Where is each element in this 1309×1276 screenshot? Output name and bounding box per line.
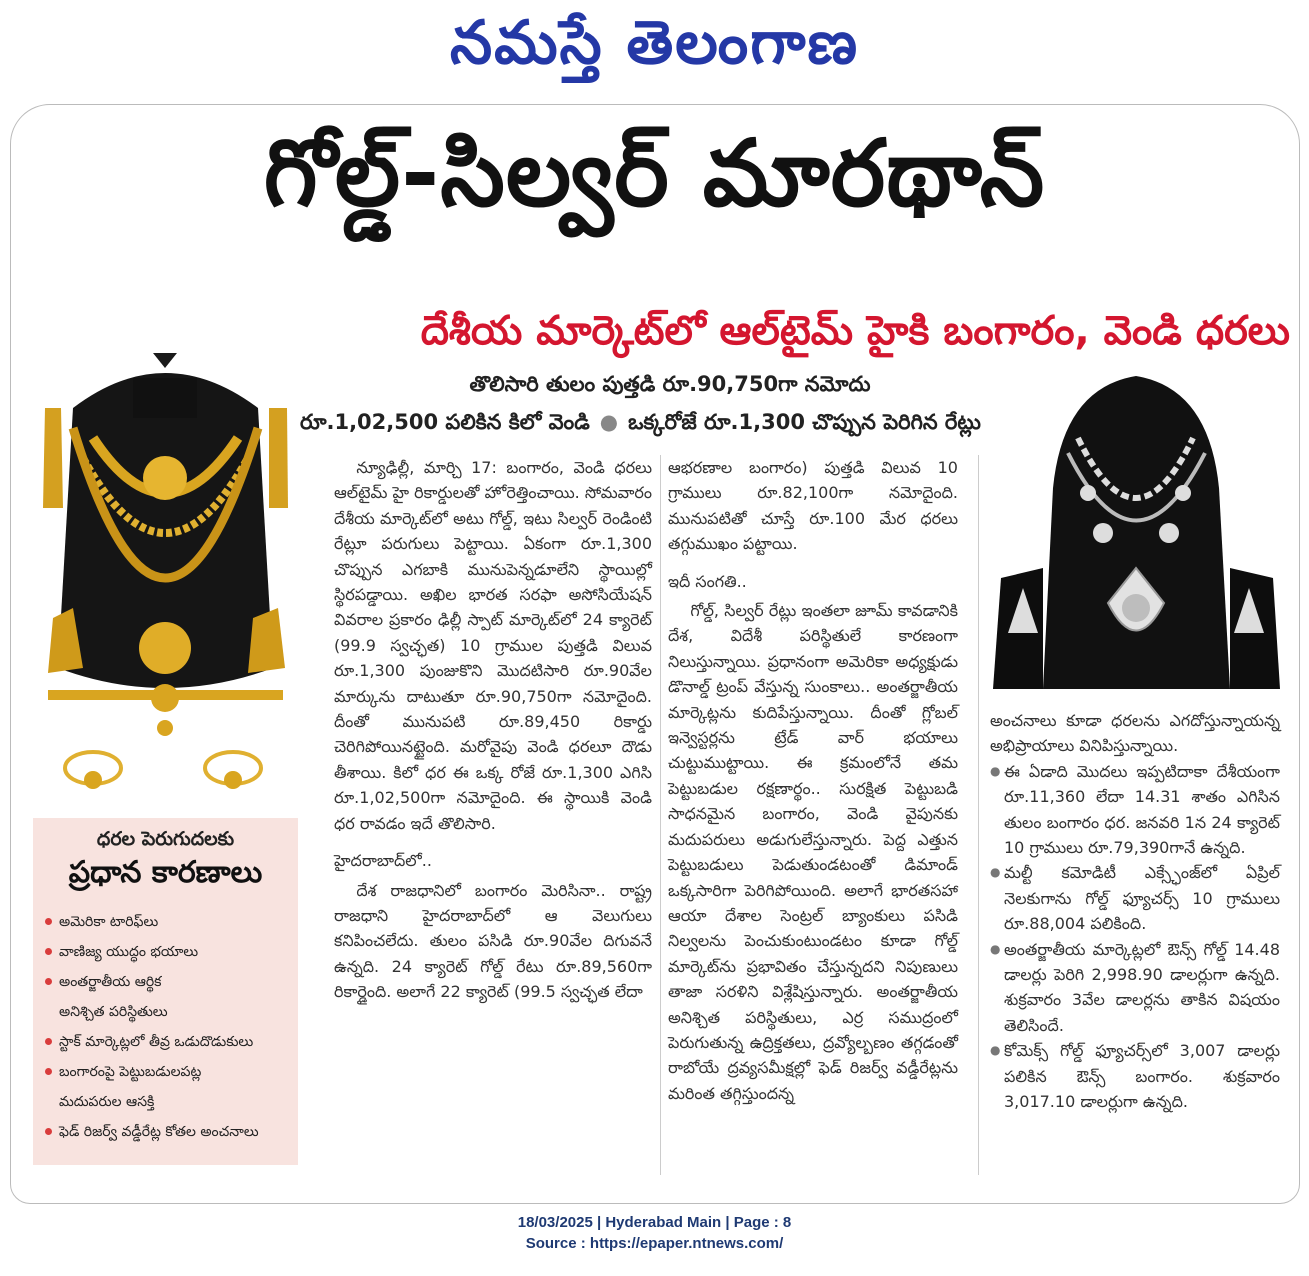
reasons-heading-large: ప్రధాన కారణాలు: [68, 855, 263, 890]
kicker-2b: ఒక్కరోజే రూ.1,300 చొప్పున పెరిగిన రేట్లు: [628, 410, 981, 434]
reason-item: అంతర్జాతీయ ఆర్థిక: [43, 967, 290, 997]
fact-item: ● అంతర్జాతీయ మార్కెట్లలో ఔన్స్‌ గోల్డ్‌ 14.48 డాలర్లు పెరిగి 2,998.90 డాలర్లుగా ఉన్నది. శుక్రవారం 3వేల డాలర్లను తాకిన విషయం తెలిసిందే.: [990, 937, 1280, 1039]
article-column-2: [668, 455, 958, 1106]
reason-item: బంగారంపై పెట్టుబడులపట్ల: [43, 1057, 290, 1087]
subheading-idi-sangathi: ఇదీ సంగతి..: [668, 571, 747, 591]
column-divider: [978, 455, 979, 1175]
facts-list: [990, 759, 1280, 1115]
column-divider: [660, 455, 661, 1175]
footer-source: Source : https://epaper.ntnews.com/: [525, 1235, 784, 1252]
reason-item: ఫెడ్‌ రిజర్వ్‌ వడ్డీరేట్ల కోతల అంచనాలు: [43, 1117, 290, 1147]
kicker-2a: రూ.1,02,500 పలికిన కిలో వెండి: [300, 410, 590, 434]
article-column-1: [334, 455, 652, 1005]
reasons-box: [33, 818, 298, 1165]
reason-item-continued: అనిశ్చిత పరిస్థితులు: [59, 1004, 168, 1020]
headline: గోల్డ్‌-సిల్వర్‌ మారథాన్‌: [263, 120, 1046, 227]
silver-necklace-photo: [993, 368, 1280, 689]
reason-item: స్టాక్‌ మార్కెట్లలో తీవ్ర ఒడుదొడుకులు: [43, 1027, 290, 1057]
fact-item: ● ఈ ఏడాది మొదలు ఇప్పటిదాకా దేశీయంగా రూ.11,360 లేదా 14.31 శాతం ఎగిసిన తులం బంగారం ధర. జనవరి 1న 24 క్యారెట్‌ 10 గ్రాములు రూ.79,390గానే ఉన్నది.: [990, 759, 1280, 861]
article-column-3: [990, 708, 1280, 1115]
masthead: నమస్తే తెలంగాణ: [449, 8, 860, 78]
paragraph: న్యూఢిల్లీ, మార్చి 17: బంగారం, వెండి ధరలు ఆల్‌టైమ్‌ హై రికార్డులతో హోరెత్తించాయి. సోమవారం దేశీయ మార్కెట్‌లో అటు గోల్డ్‌, ఇటు సిల్వర్‌ రెండింటి రేట్లూ పరుగులు పెట్టాయి. ఏకంగా రూ.1,300 చొప్పున ఎగబాకి మునుపెన్నడూలేని స్థాయిల్లో స్థిరపడ్డాయి. అఖిల భారత సరఫా అసోసియేషన్‌ వివరాల ప్రకారం ఢిల్లీ స్పాట్‌ మార్కెట్‌లో 24 క్యారెట్‌ (99.9 స్వచ్ఛత) 10 గ్రాముల పుత్తడి విలువ రూ.1,300 పుంజుకొని మొదటిసారి రూ.90వేల మార్కును దాటుతూ రూ.90,750గా నమోదైంది. దీంతో మునుపటి రూ.89,450 రికార్డు చెరిగిపోయినట్టైంది. మరోవైపు వెండి ధరలూ దౌడు తీశాయి. కిలో ధర ఈ ఒక్క రోజే రూ.1,300 ఎగిసి రూ.1,02,500గా నమోదైంది. ఈ స్థాయికి వెండి ధర రావడం ఇదే తొలిసారి.: [334, 458, 652, 833]
bullet-dot-icon: ●: [599, 410, 619, 434]
footer: [0, 1212, 1309, 1254]
paragraph: దేశ రాజధానిలో బంగారం మెరిసినా.. రాష్ట్ర రాజధాని హైదరాబాద్‌లో ఆ వెలుగులు కనిపించలేదు. తులం పసిడి రూ.90వేల దిగువనే ఉన్నది. 24 క్యారెట్‌ గోల్డ్‌ రేటు రూ.89,560గా రికార్డైంది. అలాగే 22 క్యారెట్‌ (99.5 స్వచ్ఛత లేదా: [334, 880, 652, 1002]
paragraph: అంచనాలు కూడా ధరలను ఎగదోస్తున్నాయన్న అభిప్రాయాలు వినిపిస్తున్నాయి.: [990, 711, 1280, 756]
fact-item: ● మల్టీ కమోడిటీ ఎక్స్ఛేంజ్‌లో ఏప్రిల్‌ నెలకుగాను గోల్డ్‌ ఫ్యూచర్స్‌ 10 గ్రాములు రూ.88,004 పలికింది.: [990, 860, 1280, 936]
kicker-1: తొలిసారి తులం పుత్తడి రూ.90,750గా నమోదు: [469, 372, 871, 396]
paragraph: గోల్డ్‌, సిల్వర్‌ రేట్లు ఇంతలా జూమ్‌ కావడానికి దేశ, విదేశీ పరిస్థితులే కారణంగా నిలుస్తున్నాయి. ప్రధానంగా అమెరికా అధ్యక్షుడు డొనాల్డ్‌ ట్రంప్‌ వేస్తున్న సుంకాలు.. అంతర్జాతీయ మార్కెట్లను కుదిపేస్తున్నాయి. దీంతో గ్లోబల్‌ ఇన్వెస్టర్లను ట్రేడ్‌ వార్‌ భయాలు చుట్టుముట్టాయి. ఈ క్రమంలోనే తమ పెట్టుబడుల రక్షణార్థం.. సురక్షిత పెట్టుబడి సాధనమైన బంగారం, వెండి వైపునకు మదుపరులు అడుగులేస్తున్నారు. పెద్ద ఎత్తున పెట్టుబడులు పెడుతుండటంతో డిమాండ్‌ ఒక్కసారిగా పెరిగిపోయింది. అలాగే భారతసహా ఆయా దేశాల సెంట్రల్‌ బ్యాంకులు పసిడి నిల్వలను పెంచుకుంటుండటం కూడా గోల్డ్‌ మార్కెట్‌ను ప్రభావితం చేస్తున్నదని నిపుణులు తాజా సరళిని విశ్లేషిస్తున్నారు. అంతర్జాతీయ అనిశ్చిత పరిస్థితులు, ఎర్ర సముద్రంలో పెరుగుతున్న ఉద్రిక్తతలు, ద్రవ్యోల్బణం తగ్గడంతో రాబోయే ద్రవ్యసమీక్షల్లో ఫెడ్‌ రిజర్వ్‌ వడ్డీరేట్లను మరింత తగ్గిస్తుందన్న: [668, 601, 958, 1103]
reason-item: అమెరికా టారిఫ్‌లు: [43, 907, 290, 937]
subheading-hyderabad: హైదరాబాద్‌లో..: [334, 851, 432, 871]
reason-item-continued: మదుపరుల ఆసక్తి: [59, 1094, 155, 1110]
reasons-heading-small: ధరల పెరుగుదలకు: [96, 828, 235, 850]
fact-item: ● కోమెక్స్‌ గోల్డ్‌ ఫ్యూచర్స్‌లో 3,007 డాలర్లు పలికిన ఔన్స్‌ బంగారం. శుక్రవారం 3,017.10 డాలర్లుగా ఉన్నది.: [990, 1038, 1280, 1114]
kicker-2: [300, 410, 1040, 440]
reasons-list: [43, 907, 290, 1147]
paragraph: ఆభరణాల బంగారం) పుత్తడి విలువ 10 గ్రాములు రూ.82,100గా నమోదైంది. మునుపటితో చూస్తే రూ.100 మేర ధరలు తగ్గుముఖం పట్టాయి.: [668, 458, 958, 554]
reason-item: వాణిజ్య యుద్ధం భయాలు: [43, 937, 290, 967]
footer-date-page: 18/03/2025 | Hyderabad Main | Page : 8: [517, 1214, 792, 1231]
gold-jewellery-photo: [33, 348, 298, 813]
subheadline: దేశీయ మార్కెట్‌లో ఆల్‌టైమ్‌ హైకి బంగారం, వెండి ధరలు: [420, 308, 1290, 354]
